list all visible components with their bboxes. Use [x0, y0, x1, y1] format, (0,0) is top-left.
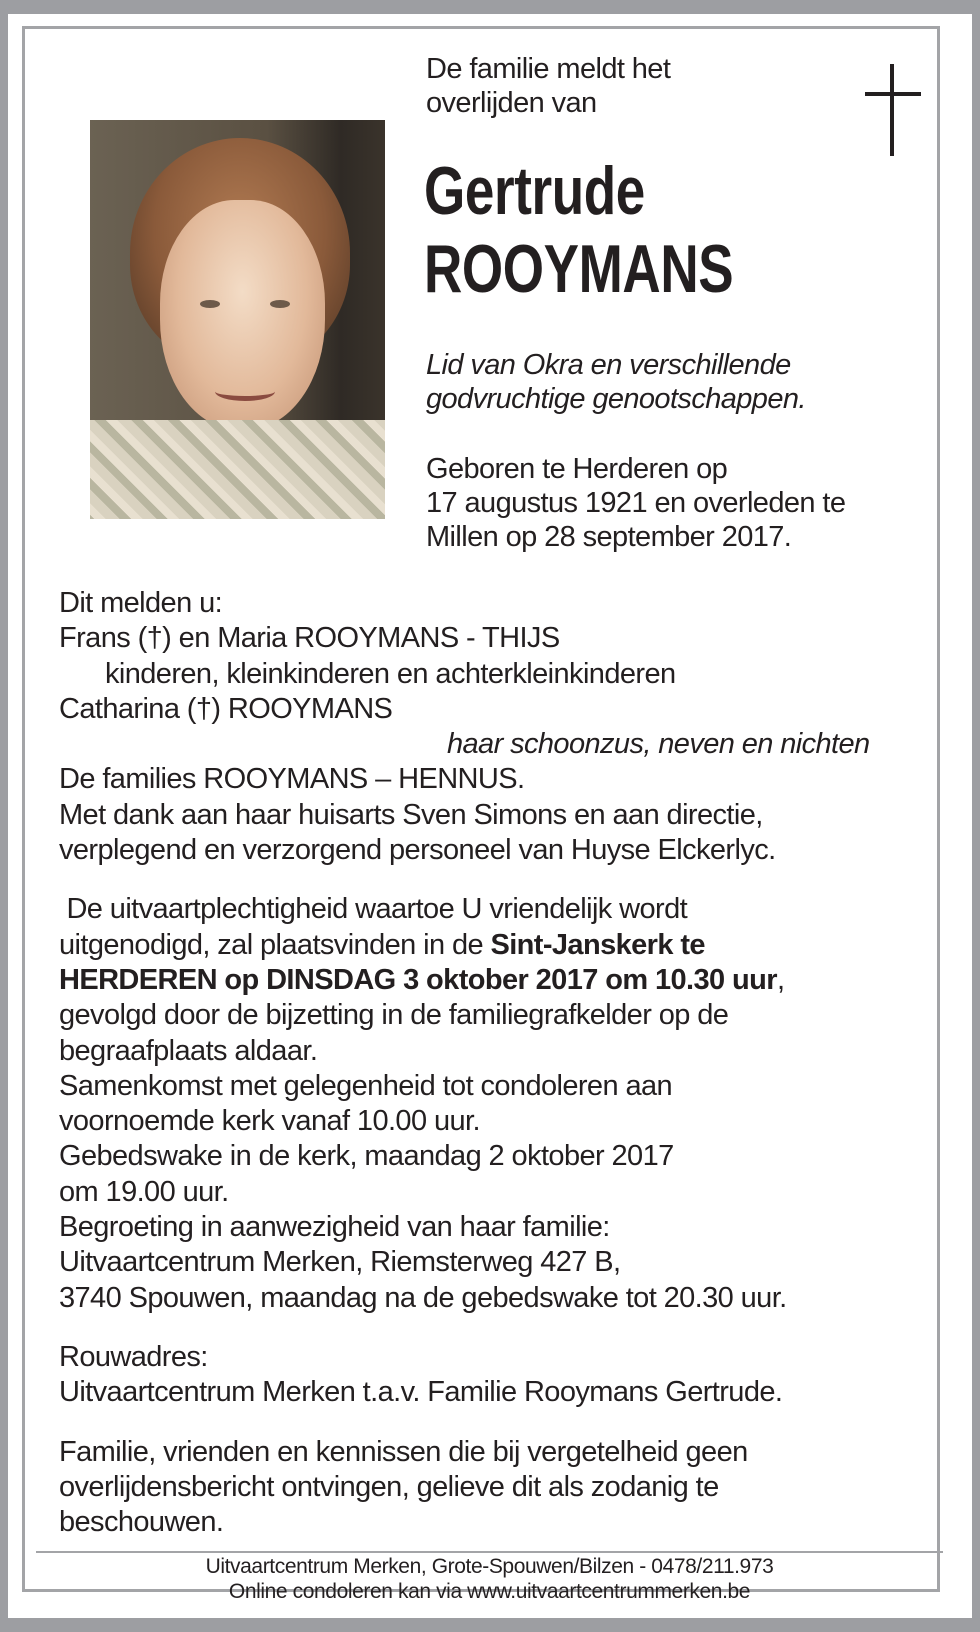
ceremony-line: gevolgd door de bijzetting in de familiegrafkelder op de	[59, 999, 729, 1032]
family-line: haar schoonzus, neven en nichten	[447, 728, 870, 761]
ceremony-line: De uitvaartplechtigheid waartoe U vriendelijk wordt	[59, 893, 688, 926]
family-line: Dit melden u:	[59, 587, 223, 619]
ceremony-line: Gebedswake in de kerk, maandag 2 oktober 2017	[59, 1140, 674, 1173]
closing-line: overlijdensbericht ontvingen, gelieve dit als zodanig te	[59, 1470, 719, 1503]
church-name: Sint-Janskerk te	[490, 928, 705, 961]
motto-line: godvruchtige genootschappen.	[426, 383, 806, 415]
ceremony-line: Begroeting in aanwezigheid van haar familie:	[59, 1211, 610, 1244]
intro-line: De familie meldt het	[426, 53, 671, 85]
ceremony-line: voornoemde kerk vanaf 10.00 uur.	[59, 1105, 480, 1138]
motto	[426, 348, 806, 416]
ceremony-line	[59, 928, 939, 963]
ceremony-line: Samenkomst met gelegenheid tot condoleren aan	[59, 1069, 673, 1102]
ceremony-line: om 19.00 uur.	[59, 1175, 229, 1208]
born-line: Geboren te Herderen op	[426, 453, 728, 485]
closing-line: beschouwen.	[59, 1506, 224, 1539]
announcement-body	[59, 586, 939, 1540]
born-line: Millen op 28 september 2017.	[426, 521, 792, 553]
closing-line: Familie, vrienden en kennissen die bij vergetelheid geen	[59, 1435, 748, 1468]
deceased-name	[424, 152, 733, 308]
ceremony-text: uitgenodigd, zal plaatsvinden in de	[59, 928, 491, 961]
ceremony-line	[59, 963, 939, 998]
ceremony-line: Uitvaartcentrum Merken, Riemsterweg 427 B,	[59, 1246, 621, 1279]
ceremony-line: begraafplaats aldaar.	[59, 1034, 318, 1067]
cross-icon	[865, 64, 921, 156]
address-line: Uitvaartcentrum Merken t.a.v. Familie Rooymans Gertrude.	[59, 1376, 783, 1409]
family-line: verplegend en verzorgend personeel van Huyse Elckerlyc.	[59, 834, 776, 867]
online-condolence-link[interactable]: Online condoleren kan via www.uitvaartcentrummerken.be	[228, 1580, 751, 1603]
family-line: Catharina (†) ROOYMANS	[59, 692, 393, 725]
first-name: Gertrude	[424, 153, 645, 229]
family-line: Met dank aan haar huisarts Sven Simons en aan directie,	[59, 798, 763, 831]
portrait-photo	[90, 120, 385, 519]
birth-death-info	[426, 452, 845, 554]
ceremony-date: HERDEREN op DINSDAG 3 oktober 2017 om 10.30 uur	[59, 963, 777, 996]
motto-line: Lid van Okra en verschillende	[426, 349, 791, 381]
family-line: De families ROOYMANS – HENNUS.	[59, 763, 525, 796]
born-line: 17 augustus 1921 en overleden te	[426, 487, 846, 519]
last-name: ROOYMANS	[424, 231, 734, 307]
family-line: Frans (†) en Maria ROOYMANS - THIJS	[59, 622, 560, 655]
intro-line: overlijden van	[426, 87, 597, 119]
footer-divider	[36, 1551, 943, 1553]
footer	[36, 1554, 943, 1604]
intro-text	[426, 52, 670, 120]
ceremony-line: 3740 Spouwen, maandag na de gebedswake tot 20.30 uur.	[59, 1281, 787, 1314]
ceremony-text: ,	[776, 963, 785, 996]
address-line: Rouwadres:	[59, 1340, 208, 1373]
funeral-home-contact: Uitvaartcentrum Merken, Grote-Spouwen/Bilzen - 0478/211.973	[205, 1555, 774, 1578]
family-line: kinderen, kleinkinderen en achterkleinkinderen	[105, 657, 676, 690]
